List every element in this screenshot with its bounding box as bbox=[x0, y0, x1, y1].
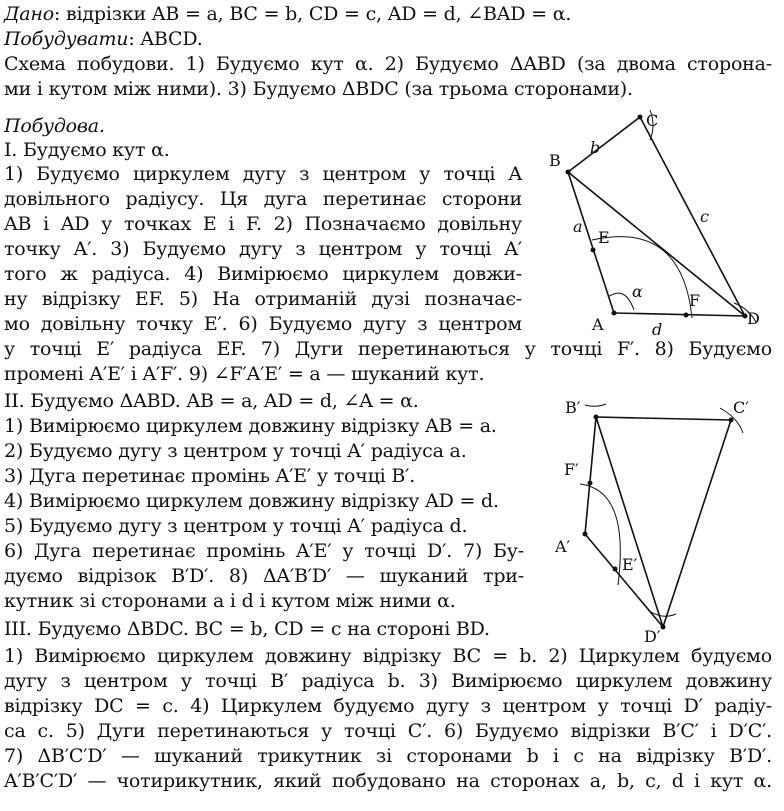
label-e: E bbox=[598, 228, 610, 247]
label-e1: E′ bbox=[622, 555, 638, 574]
step1-line: довільного радіусу. Ця дуга перетинає сторони bbox=[4, 188, 522, 210]
step2-line: кутник зі сторонами a і d і кутом між ними α. bbox=[4, 590, 456, 612]
step2-line: 4) Вимірюємо циркулем довжину відрізку AD = d. bbox=[4, 490, 499, 512]
step2-line: 6) Дуга перетинає промінь A′E′ у точці D′. 7) Бу- bbox=[4, 540, 524, 562]
construct-label: Побудувати bbox=[4, 28, 129, 50]
step3-line: A′B′C′D′ — чотирикутник, який побудовано на сторонах a, b, c, d і кут α. bbox=[4, 770, 772, 792]
segment-a1d1 bbox=[585, 534, 663, 627]
given-label: Дано bbox=[4, 3, 54, 25]
figure-a1b1c1d1 bbox=[530, 388, 780, 646]
label-c1: C′ bbox=[733, 398, 749, 417]
step1-line: того ж радіуса. 4) Вимірюємо циркулем довжи- bbox=[4, 263, 522, 285]
arc-ef bbox=[592, 237, 692, 318]
step3-line: 1) Вимірюємо циркулем довжину відрізку BC = b. 2) Циркулем будуємо bbox=[4, 645, 772, 667]
point-e1 bbox=[613, 567, 618, 572]
arc-b1-mark bbox=[585, 404, 606, 406]
step1-line: 1) Будуємо циркулем дугу з центром у точці A bbox=[4, 163, 522, 185]
step2-line: 1) Вимірюємо циркулем довжину відрізку AB = a. bbox=[4, 415, 497, 437]
step1-line: ну відрізку EF. 5) На отриманій дузі позначає- bbox=[4, 288, 522, 310]
step1-heading: I. Будуємо кут α. bbox=[4, 139, 170, 161]
point-a bbox=[612, 311, 617, 316]
construct-line bbox=[4, 27, 203, 51]
scheme-line: ми і кутом між ними). 3) Будуємо ΔBDC (за трьома сторонами). bbox=[4, 78, 633, 100]
point-b1 bbox=[594, 415, 599, 420]
step1-line: у точці E′ радіуса EF. 7) Дуги перетинаються у точці F′. 8) Будуємо bbox=[4, 338, 772, 360]
given-line bbox=[4, 2, 571, 26]
step1-line: мо довільну точку E′. 6) Будуємо дугу з центром bbox=[4, 313, 522, 335]
step2-line: 2) Будуємо дугу з центром у точці A′ радіуса a. bbox=[4, 440, 467, 462]
point-c bbox=[638, 115, 643, 120]
label-c: C bbox=[646, 111, 659, 130]
label-f: F bbox=[689, 291, 701, 310]
point-f bbox=[684, 313, 689, 318]
step3-line: 7) ΔB′C′D′ — шуканий трикутник зі сторонами b і c на відрізку B′D′. bbox=[4, 745, 772, 767]
label-side-a: a bbox=[573, 217, 583, 236]
label-f1: F′ bbox=[564, 460, 579, 479]
segment-cd bbox=[640, 117, 745, 316]
segment-ad bbox=[614, 313, 745, 316]
step3-line: дугу з центром у точці B′ радіуса b. 3) Вимірюємо циркулем довжину bbox=[4, 670, 772, 692]
step3-line: відрізку DC = c. 4) Циркулем будуємо дугу з центром у точці D′ радіу- bbox=[4, 695, 772, 717]
segment-c1d1 bbox=[663, 420, 731, 627]
label-alpha: α bbox=[632, 282, 643, 301]
segment-b1d1 bbox=[596, 417, 663, 627]
point-f1 bbox=[588, 481, 593, 486]
step1-line: промені A′E′ і A′F′. 9) ∠F′A′E′ = a — шуканий кут. bbox=[4, 363, 485, 385]
label-side-d: d bbox=[652, 320, 663, 339]
segment-bd bbox=[568, 172, 745, 316]
label-b: B bbox=[549, 151, 561, 170]
step3-line: са c. 5) Дуги перетинаються у точці C′. 6) Будуємо відрізки B′C′ і D′C′. bbox=[4, 720, 772, 742]
step2-line: дуємо відрізок B′D′. 8) ΔA′B′D′ — шуканий три- bbox=[4, 565, 524, 587]
step1-line: AB і AD у точках E і F. 2) Позначаємо довільну bbox=[4, 213, 522, 235]
label-a: A bbox=[592, 315, 604, 334]
label-side-c: c bbox=[700, 207, 709, 226]
point-d1 bbox=[661, 625, 666, 630]
label-b1: B′ bbox=[565, 398, 581, 417]
label-d1: D′ bbox=[644, 627, 661, 646]
figure-abcd bbox=[530, 104, 780, 344]
point-b bbox=[566, 170, 571, 175]
point-e bbox=[591, 248, 596, 253]
label-d: D bbox=[747, 309, 760, 328]
construction-heading: Побудова. bbox=[4, 115, 105, 137]
scheme-line: Схема побудови. 1) Будуємо кут α. 2) Будуємо ΔABD (за двома сторона- bbox=[4, 53, 772, 75]
point-a1 bbox=[583, 532, 588, 537]
step2-heading: II. Будуємо ΔABD. AB = a, AD = d, ∠A = α. bbox=[4, 390, 419, 412]
label-a1: A′ bbox=[555, 537, 571, 556]
segment-b1c1 bbox=[596, 417, 731, 420]
construct-text: : ABCD. bbox=[128, 28, 203, 50]
step1-line: точку A′. 3) Будуємо дугу з центром у точці A′ bbox=[4, 238, 522, 260]
segment-a1b1 bbox=[585, 417, 596, 534]
step2-line: 5) Будуємо дугу з центром у точці A′ радіуса d. bbox=[4, 515, 468, 537]
step3-heading: III. Будуємо ΔBDC. BC = b, CD = c на стороні BD. bbox=[4, 618, 490, 640]
step2-line: 3) Дуга перетинає промінь A′E′ у точці B′. bbox=[4, 465, 416, 487]
segment-bc bbox=[568, 117, 640, 172]
label-side-b: b bbox=[590, 138, 601, 157]
point-c1 bbox=[729, 418, 734, 423]
given-text: : відрізки AB = a, BC = b, CD = c, AD = d, ∠BAD = α. bbox=[53, 3, 572, 25]
